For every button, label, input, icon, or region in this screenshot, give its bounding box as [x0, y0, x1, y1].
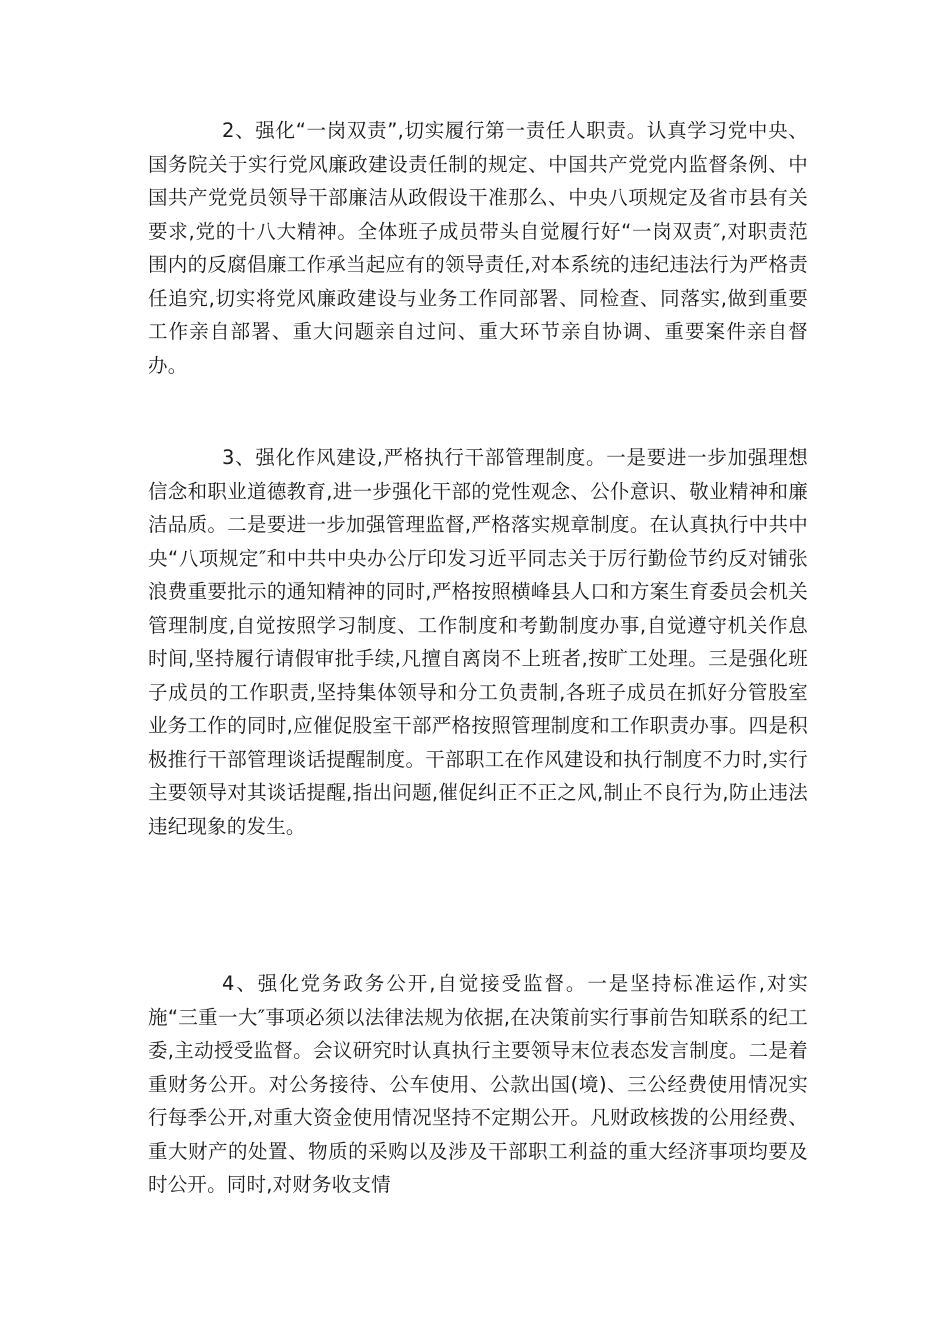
paragraph-work-style: 3、强化作风建设,严格执行干部管理制度。一是要进一步加强理想信念和职业道德教育,进一步强化干部的党性观念、公仆意识、敬业精神和廉洁品质。二是要进一步加强管理监督,严格落实规章制度。在认真执行中共中央“八项规定″和中共中央办公厅印发习近平同志关于厉行勤俭节约反对铺张浪费重要批示的通知精神的同时,严格按照横峰县人口和方案生育委员会机关管理制度,自觉按照学习制度、工作制度和考勤制度办事,自觉遵守机关作息时间,坚持履行请假审批手续,凡擅自离岗不上班者,按旷工处理。三是强化班子成员的工作职责,坚持集体领导和分工负责制,各班子成员在抓好分管股室业务工作的同时,应催促股室干部严格按照管理制度和工作职责办事。四是积极推行干部管理谈话提醒制度。干部职工在作风建设和执行制度不力时,实行主要领导对其谈话提醒,指出问题,催促纠正不正之风,制止不良行为,防止违法违纪现象的发生。: [148, 446, 808, 838]
paragraph-duty: 2、强化“一岗双责”,切实履行第一责任人职责。认真学习党中央、国务院关于实行党风廉政建设责任制的规定、中国共产党党内监督条例、中国共产党党员领导干部廉洁从政假设干准那么、中央八项规定及省市县有关要求,党的十八大精神。全体班子成员带头自觉履行好“一岗双责″,对职责范围内的反腐倡廉工作承当起应有的领导责任,对本系统的违纪违法行为严格责任追究,切实将党风廉政建设与业务工作同部署、同检查、同落实,做到重要工作亲自部署、重大问题亲自过问、重大环节亲自协调、重要案件亲自督办。: [148, 119, 808, 377]
paragraph-openness: 4、强化党务政务公开,自觉接受监督。一是坚持标准运作,对实施“三重一大″事项必须以法律法规为依据,在决策前实行事前告知联系的纪工委,主动授受监督。会议研究时认真执行主要领导末位表态发言制度。二是着重财务公开。对公务接待、公车使用、公款出国(境)、三公经费使用情况实行每季公开,对重大资金使用情况坚持不定期公开。凡财政核拨的公用经费、重大财产的处置、物质的采购以及涉及干部职工利益的重大经济事项均要及时公开。同时,对财务收支情: [148, 972, 808, 1196]
